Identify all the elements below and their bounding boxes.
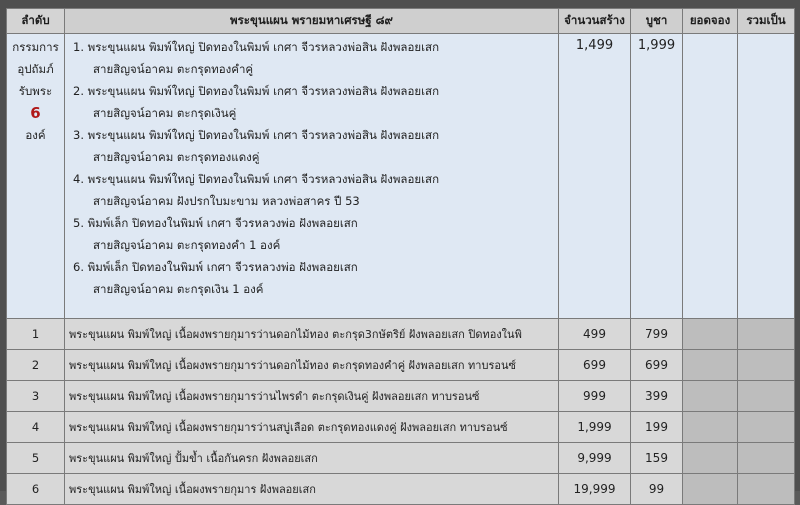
- committee-label-line1: กรรมการ: [12, 40, 59, 54]
- set-item: 2. พระขุนแผน พิมพ์ใหญ่ ปิดทองในพิมพ์ เกศา จีวรหลวงพ่อสิน ฝังพลอยเสก สายสิญจน์อาคม ตะกรุดเงินคู่: [73, 84, 440, 120]
- row-qty: 999: [559, 381, 631, 412]
- table-row: [7, 474, 795, 505]
- row-price: 199: [631, 412, 683, 443]
- row-desc: พระขุนแผน พิมพ์ใหญ่ ปั้มข้ำ เนื้อกันครก ฝังพลอยเสก: [65, 443, 559, 474]
- row-reserve-cell[interactable]: [683, 474, 738, 505]
- table-row: [7, 443, 795, 474]
- header-price: บูชา: [631, 9, 683, 34]
- row-price: 699: [631, 350, 683, 381]
- committee-price: 1,999: [631, 34, 683, 319]
- row-total-cell: [738, 381, 795, 412]
- row-desc: พระขุนแผน พิมพ์ใหญ่ เนื้อผงพรายกุมารว่านไพรดำ ตะกรุดเงินคู่ ฝังพลอยเสก ทาบรอนซ์: [65, 381, 559, 412]
- set-item: 3. พระขุนแผน พิมพ์ใหญ่ ปิดทองในพิมพ์ เกศา จีวรหลวงพ่อสิน ฝังพลอยเสก สายสิญจน์อาคม ตะกรุดทองแดงคู่: [73, 128, 440, 164]
- committee-label-line3: รับพระ: [18, 84, 53, 98]
- row-desc: พระขุนแผน พิมพ์ใหญ่ เนื้อผงพรายกุมารว่านดอกไม้ทอง ตะกรุดทองคำคู่ ฝังพลอยเสก ทาบรอนซ์: [65, 350, 559, 381]
- table-row: [7, 381, 795, 412]
- committee-label-line2: อุปถัมภ์: [17, 62, 54, 76]
- table-row: [7, 412, 795, 443]
- row-index: 3: [7, 381, 65, 412]
- header-qty: จำนวนสร้าง: [559, 9, 631, 34]
- row-price: 99: [631, 474, 683, 505]
- committee-reserve-cell[interactable]: [683, 34, 738, 319]
- row-price: 399: [631, 381, 683, 412]
- header-row: [7, 9, 795, 34]
- row-reserve-cell[interactable]: [683, 319, 738, 350]
- row-reserve-cell[interactable]: [683, 350, 738, 381]
- row-index: 2: [7, 350, 65, 381]
- committee-label: [7, 34, 65, 319]
- row-total-cell: [738, 474, 795, 505]
- committee-items: [65, 34, 559, 319]
- table-row: [7, 319, 795, 350]
- row-price: 799: [631, 319, 683, 350]
- row-total-cell: [738, 412, 795, 443]
- row-price: 159: [631, 443, 683, 474]
- row-qty: 19,999: [559, 474, 631, 505]
- row-qty: 9,999: [559, 443, 631, 474]
- row-total-cell: [738, 319, 795, 350]
- set-item: 6. พิมพ์เล็ก ปิดทองในพิมพ์ เกศา จีวรหลวงพ่อ ฝังพลอยเสก สายสิญจน์อาคม ตะกรุดเงิน 1 องค์: [73, 260, 358, 296]
- row-qty: 1,999: [559, 412, 631, 443]
- row-index: 6: [7, 474, 65, 505]
- row-desc: พระขุนแผน พิมพ์ใหญ่ เนื้อผงพรายกุมาร ฝังพลอยเสก: [65, 474, 559, 505]
- committee-set-row: [7, 34, 795, 319]
- committee-label-line5: องค์: [25, 128, 46, 142]
- header-title: พระขุนแผน พรายมหาเศรษฐี ๘๙: [65, 9, 559, 34]
- row-reserve-cell[interactable]: [683, 412, 738, 443]
- row-total-cell: [738, 350, 795, 381]
- row-index: 1: [7, 319, 65, 350]
- set-item: 5. พิมพ์เล็ก ปิดทองในพิมพ์ เกศา จีวรหลวงพ่อ ฝังพลอยเสก สายสิญจน์อาคม ตะกรุดทองคำ 1 องค์: [73, 216, 358, 252]
- row-index: 4: [7, 412, 65, 443]
- set-item: 4. พระขุนแผน พิมพ์ใหญ่ ปิดทองในพิมพ์ เกศา จีวรหลวงพ่อสิน ฝังพลอยเสก สายสิญจน์อาคม ฝังปรกใบมะขาม หลวงพ่อสาคร ปี 53: [73, 172, 440, 208]
- row-reserve-cell[interactable]: [683, 381, 738, 412]
- row-qty: 699: [559, 350, 631, 381]
- header-reserve: ยอดจอง: [683, 9, 738, 34]
- row-desc: พระขุนแผน พิมพ์ใหญ่ เนื้อผงพรายกุมารว่านสบู่เลือด ตะกรุดทองแดงคู่ ฝังพลอยเสก ทาบรอนซ์: [65, 412, 559, 443]
- row-qty: 499: [559, 319, 631, 350]
- row-total-cell: [738, 443, 795, 474]
- committee-total-cell: [738, 34, 795, 319]
- table-row: [7, 350, 795, 381]
- committee-count: 6: [30, 104, 41, 122]
- set-item: 1. พระขุนแผน พิมพ์ใหญ่ ปิดทองในพิมพ์ เกศา จีวรหลวงพ่อสิน ฝังพลอยเสก สายสิญจน์อาคม ตะกรุดทองคำคู่: [73, 40, 440, 76]
- amulet-table: [6, 8, 795, 505]
- header-index: ลำดับ: [7, 9, 65, 34]
- row-reserve-cell[interactable]: [683, 443, 738, 474]
- row-desc: พระขุนแผน พิมพ์ใหญ่ เนื้อผงพรายกุมารว่านดอกไม้ทอง ตะกรุด3กษัตริย์ ฝังพลอยเสก ปิดทองในพิ: [65, 319, 559, 350]
- row-index: 5: [7, 443, 65, 474]
- header-total: รวมเป็น: [738, 9, 795, 34]
- committee-qty: 1,499: [559, 34, 631, 319]
